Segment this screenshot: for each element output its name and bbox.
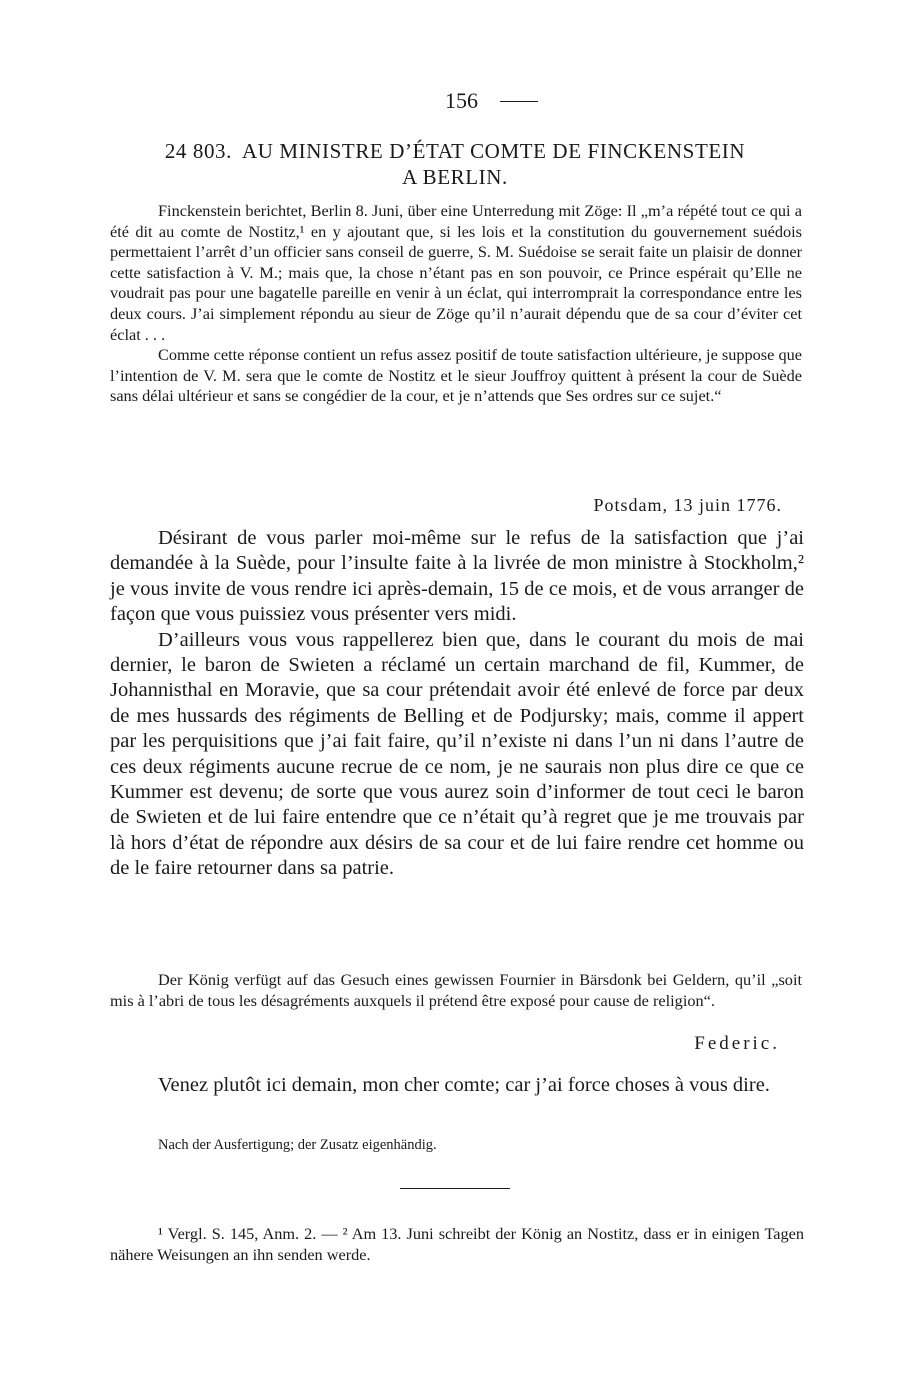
heading-line-1 <box>110 138 800 164</box>
footnotes <box>110 1224 804 1265</box>
body-paragraph: Désirant de vous parler moi-même sur le refus de la satisfaction que j’ai demandée à la Suède, pour l’insulte faite à la livrée de mon ministre à Stockholm,² je vous invite de vous rendre ici après-demain, 15 de ce mois, et de vous arranger de façon que vous puissiez vous présenter vers midi. <box>110 527 804 626</box>
signature: Federic. <box>694 1033 780 1054</box>
heading-line-2: A BERLIN. <box>402 165 508 189</box>
page-number: 156 <box>445 88 478 113</box>
footnote-rule <box>400 1188 510 1189</box>
summary-paragraph: Finckenstein berichtet, Berlin 8. Juni, über eine Unterredung mit Zöge: Il „m’a répété tout ce qui a été dit au comte de Nostitz,¹ en y ajoutant que, si les lois et la constitution du gouvernement suédois permettaient l’arrêt d’un officier sans conseil de guerre, S. M. Suédoise se serait faite un plaisir de donner cette satisfaction à V. M.; mais que, la chose n’étant pas en son pouvoir, ce Prince espérait qu’Elle ne voudrait pas pour une bagatelle pareille en venir à un éclat, qui interromprait la correspondance entre les deux cours. J’ai simplement répondu au sieur de Zöge qu’il n’aurait dépendu que de sa cour d’éviter cet éclat . . . <box>110 201 802 344</box>
letter-number: 24 803. <box>164 139 233 163</box>
footnote-text: ¹ Vergl. S. 145, Anm. 2. — ² Am 13. Juni schreibt der König an Nostitz, dass er in einigen Tagen nähere Weisungen an ihn senden werde. <box>110 1224 804 1264</box>
source-note: Nach der Ausfertigung; der Zusatz eigenhändig. <box>158 1137 437 1153</box>
report-summary <box>110 201 802 407</box>
letter-heading <box>110 138 800 190</box>
header-dash <box>500 101 538 102</box>
heading-title: AU MINISTRE D’ÉTAT COMTE DE FINCKENSTEIN <box>242 139 746 163</box>
dateline: Potsdam, 13 juin 1776. <box>593 495 782 515</box>
postscript <box>110 1073 804 1098</box>
letter-body <box>110 526 804 882</box>
postscript-paragraph: Venez plutôt ici demain, mon cher comte; car j’ai force choses à vous dire. <box>158 1074 770 1096</box>
summary-paragraph: Comme cette réponse contient un refus assez positif de toute satisfaction ultérieure, je suppose que l’intention de V. M. sera que le comte de Nostitz et le sieur Jouffroy quittent à présent la cour de Suède sans délai ultérieur et sans se congédier de la cour, et je n’attends que Ses ordres sur ce sujet.“ <box>110 345 802 406</box>
editorial-note <box>110 970 802 1011</box>
body-paragraph: D’ailleurs vous vous rappellerez bien que, dans le courant du mois de mai dernier, le baron de Swieten a réclamé un certain marchand de fil, Kummer, de Johannisthal en Moravie, que sa cour prétendait avoir été enlevé de force par deux de mes hussards des régiments de Belling et de Podjursky; mais, comme il appert par les perquisitions que j’ai fait faire, qu’il n’existe ni dans l’un ni dans l’autre de ces deux régiments aucune recrue de ce nom, je ne saurais non plus dire ce que ce Kummer est devenu; de sorte que vous aurez soin d’informer de tout ceci le baron de Swieten et de lui faire entendre que ce n’était qu’à regret que je me trouvais par là hors d’état de répondre aux désirs de sa cour et de lui faire rendre cet homme ou de le faire retourner dans sa patrie. <box>110 628 804 880</box>
note-paragraph: Der König verfügt auf das Gesuch eines gewissen Fournier in Bärsdonk bei Geldern, qu’il „soit mis à l’abri de tous les désagréments auxquels il prétend être exposé pour cause de religion“. <box>110 970 802 1010</box>
